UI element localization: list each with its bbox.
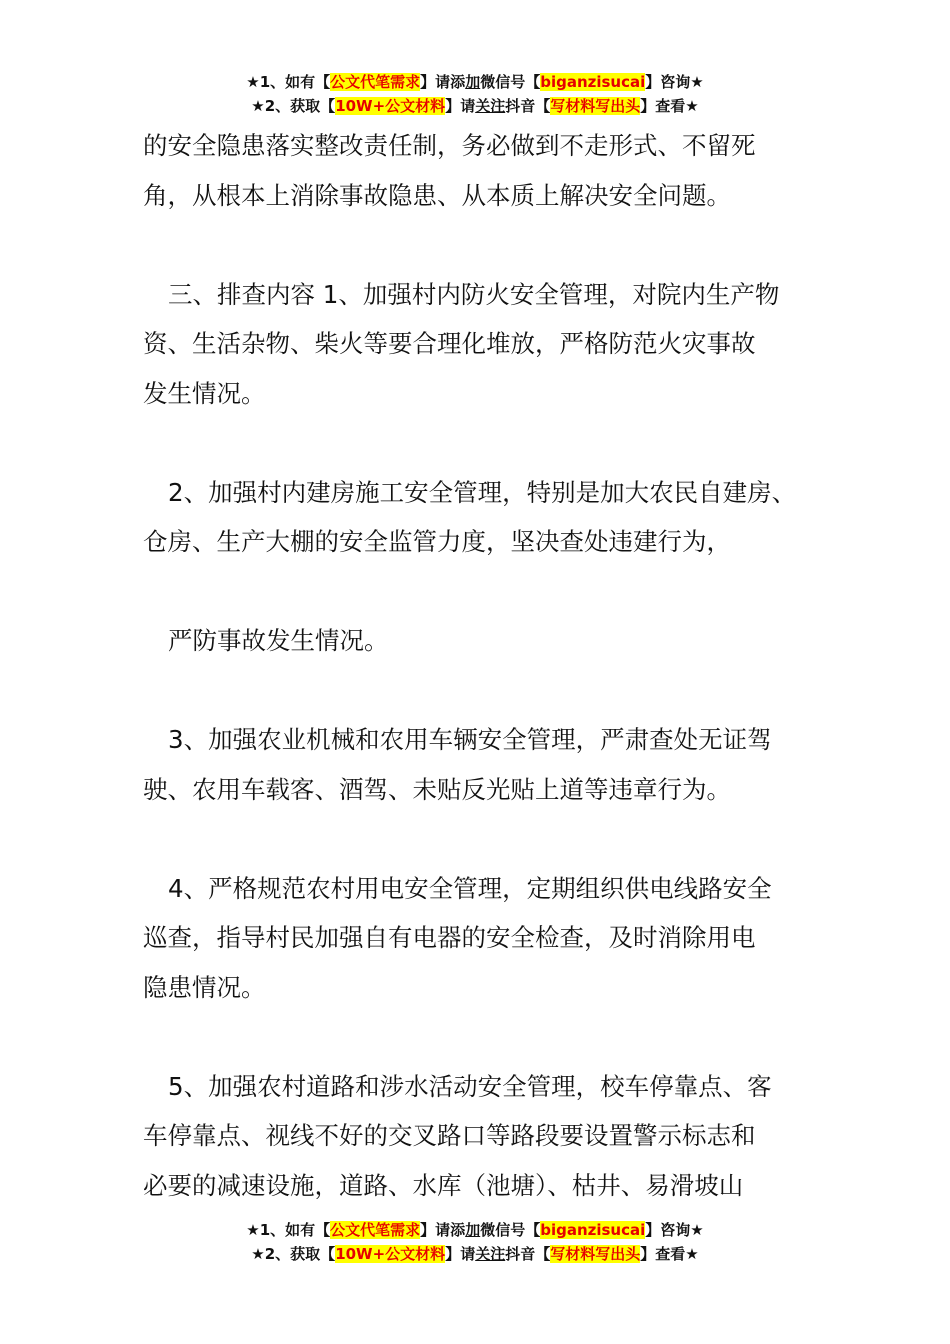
banner-line-2: ★2、获取【10W+公文材料】请关注抖音【写材料写出头】查看★ — [251, 97, 699, 115]
text-line: 严防事故发生情况。 — [168, 626, 389, 655]
highlight-tag: biganzisucai — [540, 73, 646, 91]
text-line: 的安全隐患落实整改责任制，务必做到不走形式、不留死 — [143, 131, 756, 160]
text-line: 发生情况。 — [143, 378, 266, 408]
text-line: 角，从根本上消除事故隐患、从本质上解决安全问题。 — [143, 180, 731, 210]
footer-banner — [0, 1218, 950, 1266]
text-line: 巡查，指导村民加强自有电器的安全检查，及时消除用电 — [143, 923, 756, 952]
header-banner — [0, 70, 950, 118]
text-line: 三、排查内容 1、加强村内防火安全管理，对院内生产物 — [168, 279, 780, 309]
text-line: 2、加强村内建房施工安全管理，特别是加大农民自建房、 — [168, 477, 797, 507]
text-line: 3、加强农业机械和农用车辆安全管理，严肃查处无证驾 — [168, 725, 772, 754]
highlight-tag: 10W+公文材料 — [335, 1245, 446, 1263]
banner-line-1: ★1、如有【公文代笔需求】请添加微信号【biganzisucai】咨询★ — [246, 73, 704, 91]
banner-line-2: ★2、获取【10W+公文材料】请关注抖音【写材料写出头】查看★ — [251, 1245, 699, 1263]
text-line: 必要的减速设施，道路、水库（池塘）、枯井、易滑坡山 — [143, 1170, 744, 1200]
highlight-tag: 公文代笔需求 — [330, 1221, 421, 1239]
highlight-tag: biganzisucai — [540, 1221, 646, 1239]
highlight-tag: 10W+公文材料 — [335, 97, 446, 115]
text-line: 车停靠点、视线不好的交叉路口等路段要设置警示标志和 — [143, 1121, 756, 1150]
highlight-tag: 写材料写出头 — [550, 1245, 641, 1263]
text-line: 隐患情况。 — [143, 972, 266, 1002]
banner-line-1: ★1、如有【公文代笔需求】请添加微信号【biganzisucai】咨询★ — [246, 1221, 704, 1239]
highlight-tag: 写材料写出头 — [550, 97, 641, 115]
highlight-tag: 公文代笔需求 — [330, 73, 421, 91]
text-line: 5、加强农村道路和涉水活动安全管理，校车停靠点、客 — [168, 1071, 772, 1101]
text-line: 4、严格规范农村用电安全管理，定期组织供电线路安全 — [168, 873, 772, 903]
text-line: 驶、农用车载客、酒驾、未贴反光贴上道等违章行为。 — [143, 774, 731, 804]
text-line: 资、生活杂物、柴火等要合理化堆放，严格防范火灾事故 — [143, 329, 756, 358]
text-line: 仓房、生产大棚的安全监管力度，坚决查处违建行为， — [143, 527, 731, 556]
document-body — [143, 121, 823, 1210]
